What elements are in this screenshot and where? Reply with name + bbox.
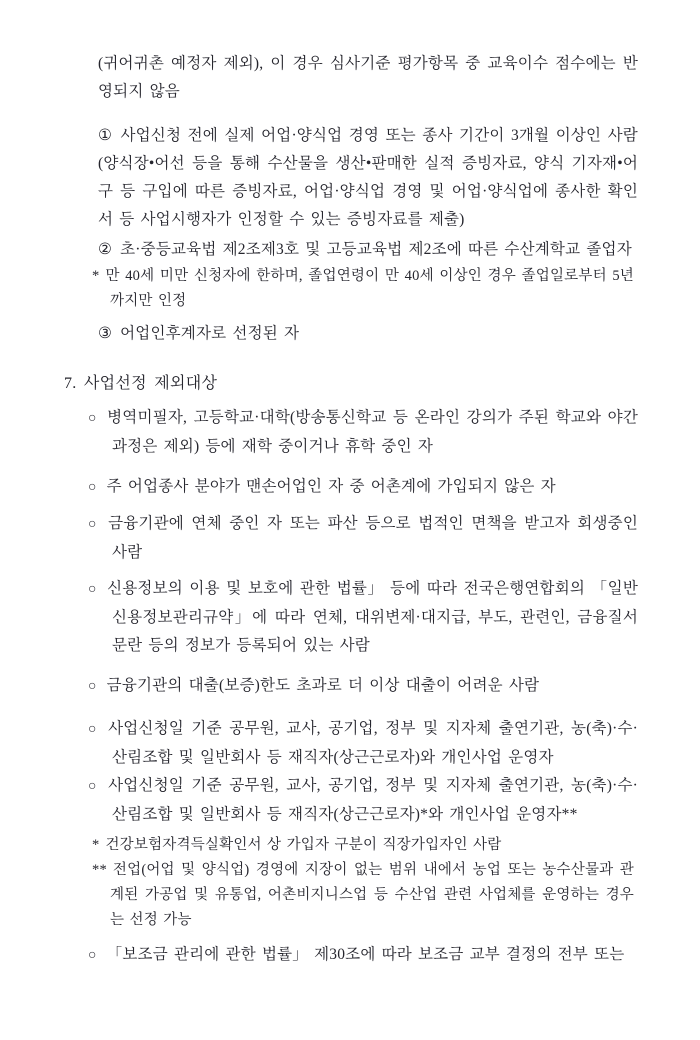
circled-2-marker: ② xyxy=(98,241,113,258)
section-heading: 7. 사업선정 제외대상 xyxy=(64,375,218,392)
numbered-item-1-text: 사업신청 전에 실제 어업·양식업 경영 또는 종사 기간이 3개월 이상인 사람(양식장•어선 등을 통해 수산물을 생산•판매한 실적 증빙자료, 양식 기자재•어구 등 구입에 따른 증빙자료, 어업·양식업 경영 및 어업·양식업에 종사한 확인서 등 사업시행자가 인정할 수 있는 증빙자료를 제출) xyxy=(98,127,638,228)
bullet-item-8-text: 「보조금 관리에 관한 법률」 제30조에 따라 보조금 교부 결정의 전부 또는 xyxy=(106,946,625,963)
circle-bullet-marker: ○ xyxy=(88,679,97,694)
document-page xyxy=(0,50,700,1040)
circle-bullet-marker: ○ xyxy=(88,582,98,597)
circle-bullet-marker: ○ xyxy=(88,722,99,737)
circle-bullet-marker: ○ xyxy=(88,480,97,495)
bullet-item-8 xyxy=(88,941,638,970)
bullet-item-3-text: 금융기관에 연체 중인 자 또는 파산 등으로 법적인 면책을 받고자 회생중인 사람 xyxy=(108,515,638,561)
circle-bullet-marker: ○ xyxy=(88,411,98,426)
numbered-item-2-text: 초·중등교육법 제2조제3호 및 고등교육법 제2조에 따른 수산계학교 졸업자 xyxy=(120,241,632,258)
numbered-item-2 xyxy=(98,236,638,264)
circled-1-marker: ① xyxy=(98,127,113,144)
item2-footnote-text: 만 40세 미만 신청자에 한하며, 졸업연령이 만 40세 이상인 경우 졸업일로부터 5년까지만 인정 xyxy=(105,268,634,309)
numbered-item-3 xyxy=(98,320,638,348)
asterisk-marker: * xyxy=(92,268,100,284)
asterisk-marker: * xyxy=(92,837,100,853)
item2-footnote xyxy=(92,264,634,314)
section-footnote-2-text: 전업(어업 및 양식업) 경영에 지장이 없는 범위 내에서 농업 또는 농수산물과 관계된 가공업 및 유통업, 어촌비지니스업 등 수산업 관련 사업체를 운영하는 경우는 선정 가능 xyxy=(110,862,634,928)
bullet-item-1-text: 병역미필자, 고등학교·대학(방송통신학교 등 온라인 강의가 주된 학교와 야간 과정은 제외) 등에 재학 중이거나 휴학 중인 자 xyxy=(107,409,638,455)
bullet-item-5 xyxy=(88,672,638,701)
bullet-item-4 xyxy=(88,575,638,660)
section-footnote-1-text: 건강보험자격득실확인서 상 가입자 구분이 직장가입자인 사람 xyxy=(105,837,502,853)
circle-bullet-marker: ○ xyxy=(88,517,99,532)
bullet-item-2-text: 주 어업종사 분야가 맨손어업인 자 중 어촌계에 가입되지 않은 자 xyxy=(106,478,556,495)
double-asterisk-marker: ** xyxy=(92,862,107,878)
circle-bullet-marker: ○ xyxy=(88,948,97,963)
circle-bullet-marker: ○ xyxy=(88,779,99,794)
bullet-item-4-text: 신용정보의 이용 및 보호에 관한 법률」 등에 따라 전국은행연합회의 「일반 신용정보관리규약」에 따라 연체, 대위변제·대지급, 부도, 관련인, 금융질서 문란 등의 정보가 등록되어 있는 사람 xyxy=(107,580,638,654)
bullet-item-7-text: 사업신청일 기준 공무원, 교사, 공기업, 정부 및 지자체 출연기관, 농(축)·수·산림조합 및 일반회사 등 재직자(상근근로자)*와 개인사업 운영자** xyxy=(108,777,638,823)
numbered-item-3-text: 어업인후계자로 선정된 자 xyxy=(120,325,300,342)
bullet-item-6 xyxy=(88,715,638,772)
bullet-item-5-text: 금융기관의 대출(보증)한도 초과로 더 이상 대출이 어려운 사람 xyxy=(106,677,540,694)
bullet-item-2 xyxy=(88,473,638,502)
bullet-item-7 xyxy=(88,772,638,829)
circled-3-marker: ③ xyxy=(98,325,113,342)
bullet-item-1 xyxy=(88,404,638,461)
bullet-item-6-text: 사업신청일 기준 공무원, 교사, 공기업, 정부 및 지자체 출연기관, 농(축)·수·산림조합 및 일반회사 등 재직자(상근근로자)와 개인사업 운영자 xyxy=(108,720,638,766)
numbered-item-1 xyxy=(98,122,638,234)
bullet-item-3 xyxy=(88,510,638,567)
section-footnote-1 xyxy=(92,833,634,858)
intro-continuation-paragraph: (귀어귀촌 예정자 제외), 이 경우 심사기준 평가항목 중 교육이수 점수에는 반영되지 않음 xyxy=(98,55,638,100)
section-footnote-2 xyxy=(92,858,634,933)
